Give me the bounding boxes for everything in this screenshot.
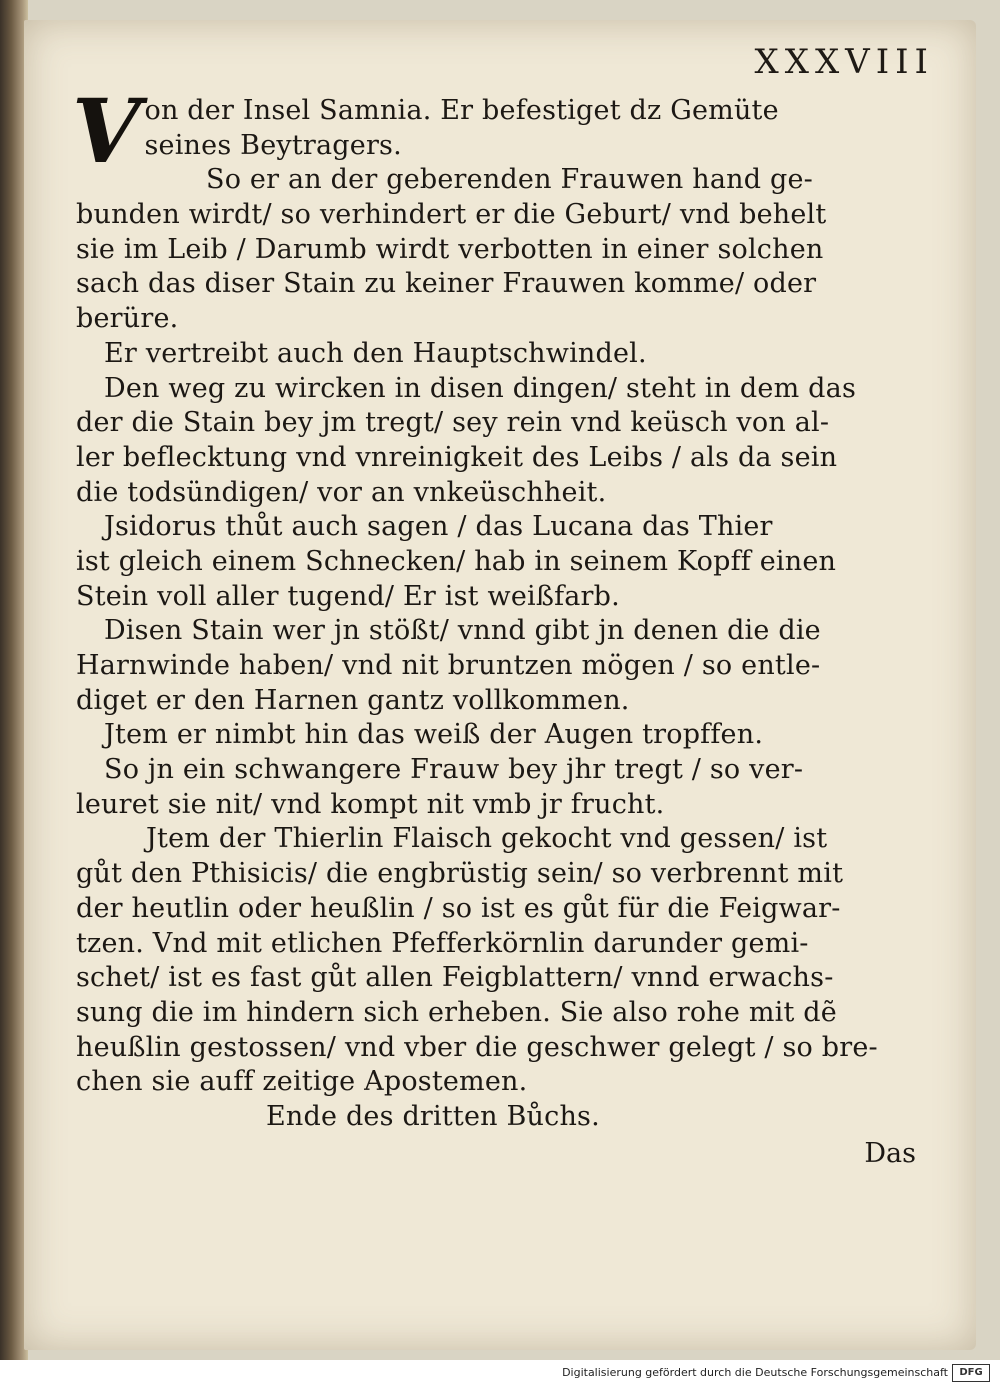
text-line: chen sie auff zeitige Apostemen. [76, 1066, 528, 1098]
text-line: seines Beytragers. [144, 129, 402, 161]
text-line: berüre. [76, 303, 179, 335]
text-line: Er vertreibt auch den Hauptschwindel. [104, 337, 647, 369]
catchword: Das [864, 1138, 916, 1169]
dfg-logo: DFG [952, 1364, 990, 1382]
text-line: Stein voll aller tugend/ Er ist weißfarb. [76, 580, 620, 612]
text-line: Jtem der Thierlin Flaisch gekocht vnd gessen/ ist [146, 823, 828, 855]
text-line: sach das diser Stain zu keiner Frauwen komme/ oder [76, 268, 817, 300]
text-line: Den weg zu wircken in disen dingen/ steht in dem das [104, 372, 857, 404]
funding-credit: Digitalisierung gefördert durch die Deutsche Forschungsgemeinschaft [562, 1366, 948, 1379]
text-line: bunden wirdt/ so verhindert er die Geburt/ vnd behelt [76, 199, 827, 231]
text-line: tzen. Vnd mit etlichen Pfefferkörnlin darunder gemi- [76, 927, 809, 959]
text-line: sung die im hindern sich erheben. Sie also rohe mit dẽ [76, 996, 837, 1028]
text-line: leuret sie nit/ vnd kompt nit vmb jr frucht. [76, 788, 665, 820]
page-text [72, 79, 878, 1135]
text-line: der heutlin oder heußlin / so ist es gůt für die Feigwar- [76, 892, 841, 924]
decorated-initial: V [72, 79, 141, 183]
text-line: Jsidorus thůt auch sagen / das Lucana das Thier [104, 511, 773, 543]
book-end-line: Ende des dritten Bůchs. [266, 1100, 600, 1132]
text-line: sie im Leib / Darumb wirdt verbotten in einer solchen [76, 233, 824, 265]
text-line: der die Stain bey jm tregt/ sey rein vnd keüsch von al- [76, 407, 830, 439]
text-line: So jn ein schwangere Frauw bey jhr tregt / so ver- [104, 754, 804, 786]
text-line: heußlin gestossen/ vnd vber die geschwer gelegt / so bre- [76, 1031, 878, 1063]
book-page [24, 20, 976, 1350]
text-line: schet/ ist es fast gůt allen Feigblattern/ vnnd erwachs- [76, 962, 834, 994]
text-line: ler beflecktung vnd vnreinigkeit des Leibs / als da sein [76, 441, 838, 473]
digitization-footer [0, 1360, 1000, 1386]
folio-number: XXXVIII [754, 42, 934, 82]
text-line: diget er den Harnen gantz vollkommen. [76, 684, 630, 716]
text-line: on der Insel Samnia. Er befestiget dz Gemüte [144, 95, 779, 126]
text-line: Harnwinde haben/ vnd nit bruntzen mögen / so entle- [76, 650, 821, 681]
text-line: gůt den Pthisicis/ die engbrüstig sein/ so verbrennt mit [76, 858, 844, 890]
text-line: So er an der geberenden Frauwen hand ge- [206, 164, 813, 196]
text-line: Disen Stain wer jn stößt/ vnnd gibt jn denen die die [104, 615, 821, 647]
text-line: Jtem er nimbt hin das weiß der Augen tropffen. [104, 719, 764, 751]
text-line: ist gleich einem Schnecken/ hab in seinem Kopff einen [76, 545, 837, 577]
text-line: die todsündigen/ vor an vnkeüschheit. [76, 476, 607, 508]
